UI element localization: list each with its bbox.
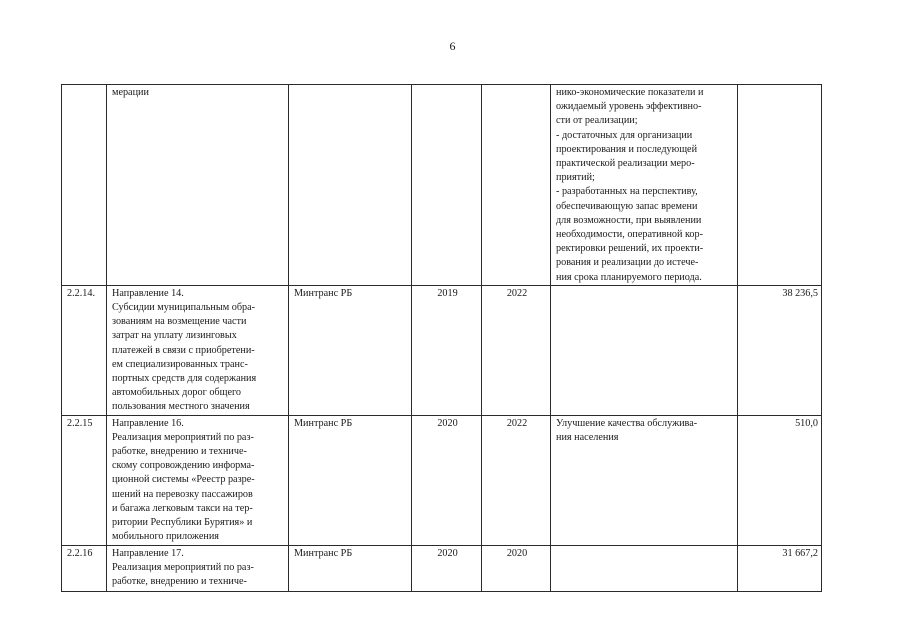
program-measures-table	[61, 84, 822, 592]
expected-result-cell	[551, 285, 738, 415]
table-row	[62, 415, 822, 545]
row-number-cell: 2.2.14.	[62, 285, 107, 415]
table-row	[62, 545, 822, 591]
funding-amount-cell: 31 667,2	[738, 545, 822, 591]
measure-name-cell: мерации	[107, 85, 289, 286]
measure-name-cell: Направление 16. Реализация мероприятий по раз- работке, внедрению и техниче- скому сопровождению информа- ционной системы «Реестр разре- шений на перевозку пассажиров и багажа легковым такси на тер- ритории Республики Бурятия» и мобильного приложения	[107, 415, 289, 545]
end-year-cell: 2020	[482, 545, 551, 591]
row-number-cell: 2.2.16	[62, 545, 107, 591]
page-number: 6	[449, 39, 456, 53]
end-year-cell	[482, 85, 551, 286]
expected-result-cell: Улучшение качества обслужива- ния населения	[551, 415, 738, 545]
measure-name-cell: Направление 17. Реализация мероприятий по раз- работке, внедрению и техниче-	[107, 545, 289, 591]
row-number-cell: 2.2.15	[62, 415, 107, 545]
executor-cell	[289, 85, 412, 286]
start-year-cell: 2020	[412, 545, 482, 591]
expected-result-cell: нико-экономические показатели и ожидаемый уровень эффективно- сти от реализации; - достаточных для организации проектирования и последующей практической реализации меро- приятий; - разработанных на перспективу, обеспечивающую запас времени для возможности, при выявлении необходимости, оперативной кор- ректировки решений, их проекти- рования и реализации до истече- ния срока планируемого периода.	[551, 85, 738, 286]
start-year-cell	[412, 85, 482, 286]
start-year-cell: 2019	[412, 285, 482, 415]
executor-cell: Минтранс РБ	[289, 415, 412, 545]
funding-amount-cell: 510,0	[738, 415, 822, 545]
executor-cell: Минтранс РБ	[289, 285, 412, 415]
end-year-cell: 2022	[482, 285, 551, 415]
measure-name-cell: Направление 14. Субсидии муниципальным обра- зованиям на возмещение части затрат на уплату лизинговых платежей в связи с приобретени- ем специализированных транс- портных средств для содержания автомобильных дорог общего пользования местного значения	[107, 285, 289, 415]
funding-amount-cell: 38 236,5	[738, 285, 822, 415]
table-row	[62, 85, 822, 286]
start-year-cell: 2020	[412, 415, 482, 545]
end-year-cell: 2022	[482, 415, 551, 545]
row-number-cell	[62, 85, 107, 286]
executor-cell: Минтранс РБ	[289, 545, 412, 591]
expected-result-cell	[551, 545, 738, 591]
funding-amount-cell	[738, 85, 822, 286]
table-row	[62, 285, 822, 415]
